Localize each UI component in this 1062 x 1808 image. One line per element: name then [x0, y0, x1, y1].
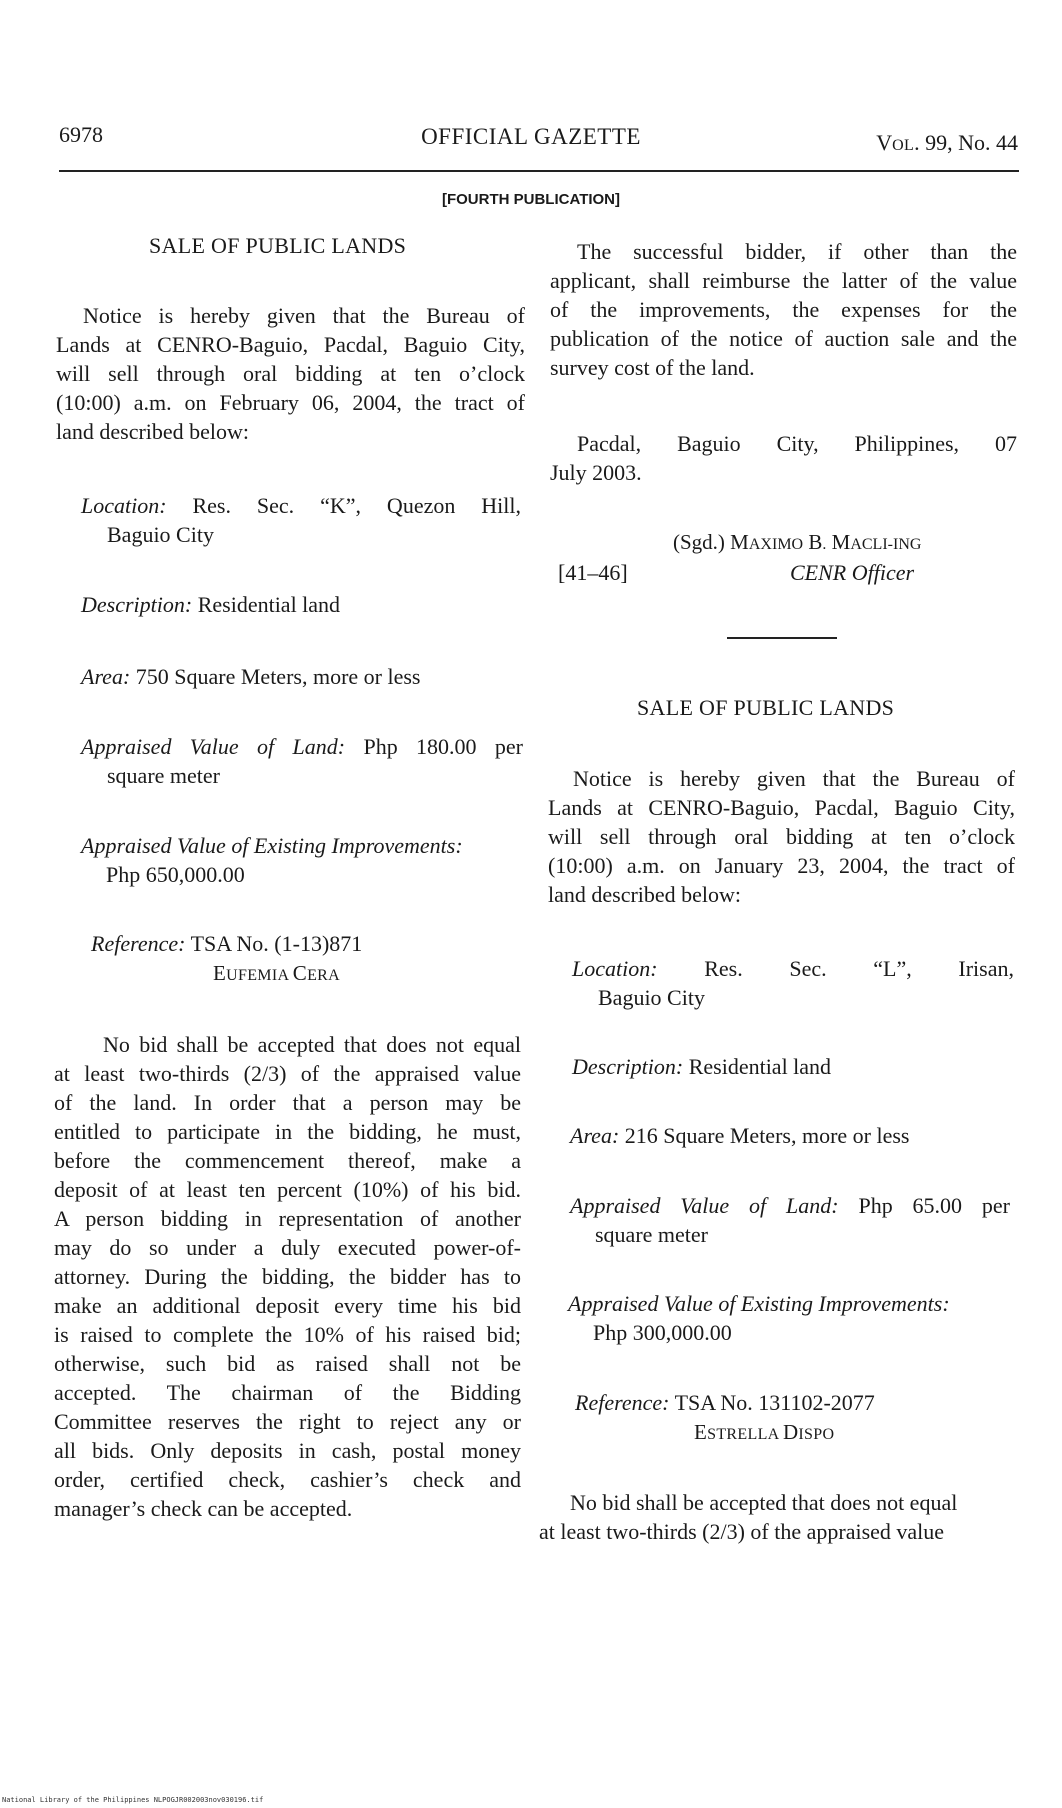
place-date: Pacdal, Baguio City, Philippines, 07 [577, 431, 1017, 456]
volume-issue [876, 130, 1018, 156]
notice1-intro-line: Lands at CENRO-Baguio, Pacdal, Baguio City, [56, 332, 525, 357]
notice1-body-line: A person bidding in representation of another [54, 1206, 521, 1231]
area-label: Area: [81, 664, 131, 689]
notice1-location [81, 491, 521, 520]
notice1-body-line: of the land. In order that a person may be [54, 1090, 521, 1115]
scan-source-label: National Library of the Philippines NLPOGJR002003nov030196.tif [2, 1796, 264, 1804]
description-label: Description: [81, 592, 193, 617]
description-value: Residential land [688, 1054, 832, 1079]
notice1-reference [91, 929, 362, 958]
notice2-heading: SALE OF PUBLIC LANDS [637, 695, 895, 720]
volume-rest: . 99, No. 44 [914, 130, 1018, 155]
notice1-location-line2: Baguio City [107, 522, 214, 547]
notice2-land-value [570, 1191, 1010, 1220]
reimburse-line: of the improvements, the expenses for the [550, 297, 1017, 322]
notice1-body-line: is raised to complete the 10% of his raised bid; [54, 1322, 521, 1347]
reimburse-line: publication of the notice of auction sale and the [550, 326, 1017, 351]
notice2-body-line: No bid shall be accepted that does not equal [570, 1490, 958, 1515]
notice2-intro-line: land described below: [548, 882, 742, 907]
publication-label: [FOURTH PUBLICATION] [441, 191, 621, 208]
notice2-land-value-line2: square meter [595, 1222, 708, 1247]
description-label: Description: [572, 1054, 684, 1079]
notice1-body-line: make an additional deposit every time his bid [54, 1293, 521, 1318]
volume-prefix: V [876, 130, 893, 155]
notice1-body-line: Committee reserves the right to reject any or [54, 1409, 521, 1434]
notice2-improvements-label: Appraised Value of Existing Improvements: [568, 1291, 950, 1316]
notice2-improvements-value: Php 300,000.00 [593, 1320, 732, 1345]
notice2-reference-name: ESTRELLA DISPO [694, 1420, 835, 1444]
notice2-area [570, 1121, 910, 1150]
notice1-intro-line: land described below: [56, 419, 250, 444]
notice1-area [81, 662, 421, 691]
officer-title: CENR Officer [790, 560, 915, 585]
location-value: Res. Sec. “K”, Quezon Hill, [192, 493, 521, 518]
reimburse-line: applicant, shall reimburse the latter of the value [550, 268, 1017, 293]
notice2-intro-line: Lands at CENRO-Baguio, Pacdal, Baguio City, [548, 795, 1015, 820]
area-value: 216 Square Meters, more or less [624, 1123, 910, 1148]
notice1-improvements-value: Php 650,000.00 [106, 862, 245, 887]
notice2-intro-line: will sell through oral bidding at ten o’clock [548, 824, 1015, 849]
reference-value: TSA No. (1-13)871 [190, 931, 363, 956]
notice2-intro-line: Notice is hereby given that the Bureau of [573, 766, 1015, 791]
reference-label: Reference: [575, 1390, 670, 1415]
place-date-line2: July 2003. [550, 460, 642, 485]
notice1-improvements-label: Appraised Value of Existing Improvements: [81, 833, 463, 858]
reimburse-line: survey cost of the land. [550, 355, 755, 380]
notice1-body-line: all bids. Only deposits in cash, postal money [54, 1438, 521, 1463]
notice1-land-value [81, 732, 523, 761]
notice2-description [572, 1052, 831, 1081]
notice1-land-value-line2: square meter [107, 763, 220, 788]
description-value: Residential land [197, 592, 341, 617]
notice1-body-line: entitled to participate in the bidding, he must, [54, 1119, 521, 1144]
notice1-intro-line: (10:00) a.m. on February 06, 2004, the tract of [56, 390, 525, 415]
location-value: Res. Sec. “L”, Irisan, [704, 956, 1014, 981]
signature: (Sgd.) MAXIMO B. MACLI-ING [673, 530, 922, 554]
section-divider [727, 637, 837, 639]
issue-range: [41–46] [558, 560, 628, 585]
notice1-body-line: order, certified check, cashier’s check and [54, 1467, 521, 1492]
notice2-body-line: at least two-thirds (2/3) of the appraised value [539, 1519, 945, 1544]
notice1-body-line: manager’s check can be accepted. [54, 1496, 353, 1521]
notice2-intro-line: (10:00) a.m. on January 23, 2004, the tract of [548, 853, 1015, 878]
volume-smallcaps: OL [892, 137, 915, 154]
publication-title: OFFICIAL GAZETTE [421, 124, 641, 149]
notice1-description [81, 590, 340, 619]
land-value: Php 180.00 per [363, 734, 524, 759]
notice1-body-line: No bid shall be accepted that does not equal [103, 1032, 521, 1057]
notice1-body-line: at least two-thirds (2/3) of the appraised value [54, 1061, 521, 1086]
notice2-location-line2: Baguio City [598, 985, 705, 1010]
notice2-location [572, 954, 1014, 983]
notice1-intro-line: Notice is hereby given that the Bureau of [83, 303, 525, 328]
notice1-body-line: may do so under a duly executed power-of- [54, 1235, 521, 1260]
page-number: 6978 [59, 122, 103, 147]
reimburse-line: The successful bidder, if other than the [577, 239, 1017, 264]
location-label: Location: [572, 956, 658, 981]
reference-value: TSA No. 131102-2077 [674, 1390, 875, 1415]
notice1-body-line: deposit of at least ten percent (10%) of his bid. [54, 1177, 521, 1202]
notice1-intro-line: will sell through oral bidding at ten o’clock [56, 361, 525, 386]
land-value-label: Appraised Value of Land: [570, 1193, 839, 1218]
location-label: Location: [81, 493, 167, 518]
notice1-body-line: otherwise, such bid as raised shall not be [54, 1351, 521, 1376]
notice1-heading: SALE OF PUBLIC LANDS [149, 233, 407, 258]
header-rule [59, 170, 1019, 172]
land-value: Php 65.00 per [858, 1193, 1011, 1218]
notice1-body-line: before the commencement thereof, make a [54, 1148, 521, 1173]
notice1-reference-name: EUFEMIA CERA [213, 961, 340, 985]
area-label: Area: [570, 1123, 620, 1148]
notice1-body-line: accepted. The chairman of the Bidding [54, 1380, 521, 1405]
land-value-label: Appraised Value of Land: [81, 734, 346, 759]
notice1-body-line: attorney. During the bidding, the bidder has to [54, 1264, 521, 1289]
notice2-reference [575, 1388, 875, 1417]
area-value: 750 Square Meters, more or less [135, 664, 421, 689]
reference-label: Reference: [91, 931, 186, 956]
